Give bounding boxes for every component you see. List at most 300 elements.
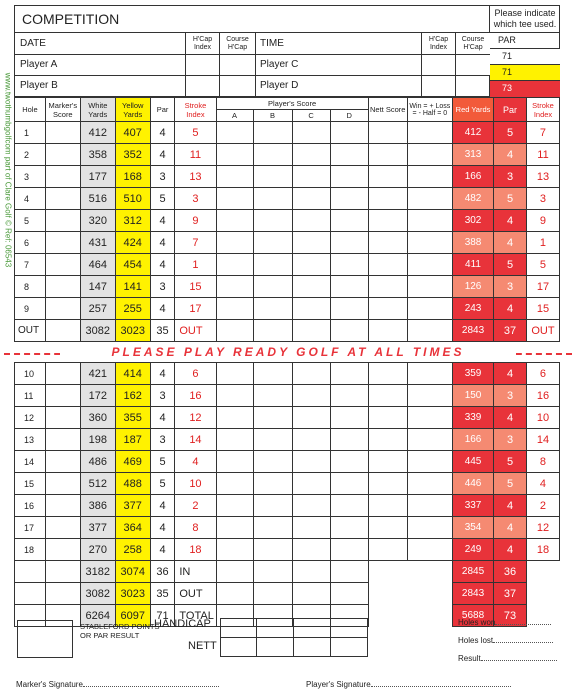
total-label: TOTAL [175, 605, 216, 627]
nett-score-cell[interactable] [368, 144, 407, 166]
player-c-score-cell[interactable] [292, 429, 330, 451]
nett-score-cell[interactable] [368, 363, 407, 385]
hole-par: 4 [150, 232, 175, 254]
player-a-score-cell[interactable] [216, 188, 253, 210]
nett-score-cell[interactable] [368, 210, 407, 232]
red-stroke-index: 1 [526, 232, 559, 254]
player-d-course[interactable] [456, 76, 490, 97]
nett-score-cell[interactable] [368, 276, 407, 298]
player-b-score-cell[interactable] [253, 188, 292, 210]
out-nett[interactable] [368, 320, 407, 342]
footer-totals-grid [220, 618, 456, 656]
player-d-score-cell[interactable] [330, 517, 368, 539]
white-yards: 360 [80, 407, 115, 429]
hole-par: 5 [150, 451, 175, 473]
player-c-label: Player C [260, 59, 299, 70]
course-hcap-c [456, 33, 490, 55]
hole-par: 4 [150, 407, 175, 429]
totals-blank [15, 561, 46, 583]
player-signature-line [371, 686, 511, 687]
player-a-score-cell[interactable] [216, 385, 253, 407]
player-c-field[interactable] [256, 55, 422, 76]
player-b-score-cell[interactable] [253, 451, 292, 473]
player-a-field[interactable] [14, 55, 186, 76]
player-a-score-cell[interactable] [216, 298, 253, 320]
player-d-score-cell[interactable] [330, 232, 368, 254]
winloss-cell[interactable] [407, 451, 452, 473]
player-b-score-cell[interactable] [253, 122, 292, 144]
white-yards: 412 [80, 122, 115, 144]
total-label: IN [175, 561, 216, 583]
winloss-cell[interactable] [407, 385, 452, 407]
total-b-cell[interactable] [253, 561, 292, 583]
stroke-index: 1 [175, 254, 216, 276]
winloss-cell[interactable] [407, 210, 452, 232]
player-c-score-cell[interactable] [292, 210, 330, 232]
marker-score-cell[interactable] [45, 188, 80, 210]
out-winloss[interactable] [407, 320, 452, 342]
red-tee-par: 73 [502, 83, 513, 93]
player-a-score-cell[interactable] [216, 407, 253, 429]
nett-score-cell[interactable] [368, 495, 407, 517]
player-c-score-cell[interactable] [292, 517, 330, 539]
total-a-cell[interactable] [216, 583, 253, 605]
marker-score-cell[interactable] [45, 144, 80, 166]
player-a-score-cell[interactable] [216, 517, 253, 539]
winloss-cell[interactable] [407, 166, 452, 188]
winloss-cell[interactable] [407, 122, 452, 144]
player-d-score-cell[interactable] [330, 451, 368, 473]
red-par: 4 [494, 539, 527, 561]
red-par: 5 [494, 122, 527, 144]
player-b-score-cell[interactable] [253, 517, 292, 539]
total-a-cell[interactable] [216, 561, 253, 583]
totals-spacer [368, 561, 452, 583]
yellow-yards: 488 [115, 473, 150, 495]
holes-lost-line [493, 642, 553, 643]
hole-number: 1 [15, 122, 46, 144]
player-b-label: Player B [20, 80, 58, 91]
player-b-score-cell[interactable] [253, 144, 292, 166]
white-yards: 257 [80, 298, 115, 320]
nett-score-cell[interactable] [368, 166, 407, 188]
red-yards: 126 [452, 276, 493, 298]
total-b-cell[interactable] [253, 583, 292, 605]
player-a-score-cell[interactable] [216, 210, 253, 232]
hole-par: 3 [150, 385, 175, 407]
player-signature-label: Player's Signature [306, 680, 371, 689]
hcap-index-label: H'Cap Index [428, 36, 449, 51]
player-b-score-cell[interactable] [253, 473, 292, 495]
player-c-score-cell[interactable] [292, 451, 330, 473]
par-tee-selector [490, 33, 560, 97]
out-c[interactable] [292, 320, 330, 342]
red-stroke-index: 12 [526, 517, 559, 539]
nett-score-cell[interactable] [368, 298, 407, 320]
hole-par: 4 [150, 298, 175, 320]
marker-score-cell[interactable] [45, 473, 80, 495]
marker-score-cell[interactable] [45, 363, 80, 385]
player-a-hcap[interactable] [186, 55, 220, 76]
hole-par: 4 [150, 210, 175, 232]
col-a: A [216, 110, 253, 122]
out-b[interactable] [253, 320, 292, 342]
red-stroke-index: 8 [526, 451, 559, 473]
player-c-score-cell[interactable] [292, 385, 330, 407]
player-c-score-cell[interactable] [292, 473, 330, 495]
marker-score-cell[interactable] [45, 254, 80, 276]
col-nett: Nett Score [368, 98, 407, 122]
player-d-score-cell[interactable] [330, 166, 368, 188]
nett-score-cell[interactable] [368, 517, 407, 539]
hole-number: 14 [15, 451, 46, 473]
player-a-course[interactable] [220, 55, 256, 76]
player-b-score-cell[interactable] [253, 232, 292, 254]
player-b-score-cell[interactable] [253, 363, 292, 385]
player-d-score-cell[interactable] [330, 363, 368, 385]
hole-row [15, 166, 560, 188]
marker-score-cell[interactable] [45, 210, 80, 232]
red-par: 4 [494, 298, 527, 320]
player-b-score-cell[interactable] [253, 429, 292, 451]
nett-c[interactable] [293, 637, 331, 657]
result-field[interactable] [458, 654, 562, 663]
hole-number: 3 [15, 166, 46, 188]
result-label: Result [458, 654, 481, 663]
nett-score-cell[interactable] [368, 451, 407, 473]
nett-score-cell[interactable] [368, 539, 407, 561]
stroke-index: 9 [175, 210, 216, 232]
player-b-field[interactable] [14, 76, 186, 97]
red-yards: 249 [452, 539, 493, 561]
out-red: 2843 [452, 320, 493, 342]
marker-score-cell[interactable] [45, 122, 80, 144]
hole-par: 4 [150, 144, 175, 166]
copyright-credit [2, 10, 14, 330]
player-b-score-cell[interactable] [253, 276, 292, 298]
red-yards: 359 [452, 363, 493, 385]
totals-end [526, 561, 559, 583]
marker-score-cell[interactable] [45, 232, 80, 254]
col-stroke: Stroke Index [175, 98, 216, 122]
white-yards: 516 [80, 188, 115, 210]
red-yards: 166 [452, 429, 493, 451]
handicap-b[interactable] [256, 618, 294, 638]
player-b-score-cell[interactable] [253, 298, 292, 320]
winloss-cell[interactable] [407, 363, 452, 385]
red-stroke-index: 9 [526, 210, 559, 232]
white-yards: 486 [80, 451, 115, 473]
col-d: D [330, 110, 368, 122]
stroke-index: 12 [175, 407, 216, 429]
red-par: 4 [494, 495, 527, 517]
winloss-cell[interactable] [407, 276, 452, 298]
red-stroke-index: 14 [526, 429, 559, 451]
marker-score-cell[interactable] [45, 276, 80, 298]
white-yards: 421 [80, 363, 115, 385]
player-d-hcap[interactable] [422, 76, 456, 97]
total-par: 71 [150, 605, 175, 627]
hole-number: 13 [15, 429, 46, 451]
player-d-score-cell[interactable] [330, 122, 368, 144]
marker-score-cell[interactable] [45, 407, 80, 429]
red-yards: 243 [452, 298, 493, 320]
hcap-index-a [186, 33, 220, 55]
hole-row [15, 144, 560, 166]
stroke-index: 11 [175, 144, 216, 166]
player-a-score-cell[interactable] [216, 276, 253, 298]
total-d-cell[interactable] [330, 561, 368, 583]
winloss-cell[interactable] [407, 429, 452, 451]
handicap-a[interactable] [220, 618, 257, 638]
player-c-score-cell[interactable] [292, 298, 330, 320]
white-tee-par: 71 [502, 51, 513, 61]
player-c-score-cell[interactable] [292, 254, 330, 276]
player-signature-field[interactable] [306, 680, 511, 689]
player-d-score-cell[interactable] [330, 188, 368, 210]
nett-b[interactable] [256, 637, 294, 657]
player-b-score-cell[interactable] [253, 210, 292, 232]
total-par: 35 [150, 583, 175, 605]
white-yards: 464 [80, 254, 115, 276]
col-par: Par [150, 98, 175, 122]
player-d-score-cell[interactable] [330, 254, 368, 276]
yellow-yards: 258 [115, 539, 150, 561]
nett-score-cell[interactable] [368, 473, 407, 495]
player-a-score-cell[interactable] [216, 473, 253, 495]
totals-spacer [368, 583, 452, 605]
hole-par: 4 [150, 539, 175, 561]
player-b-score-cell[interactable] [253, 254, 292, 276]
red-par: 3 [494, 385, 527, 407]
player-c-course[interactable] [456, 55, 490, 76]
player-c-score-cell[interactable] [292, 122, 330, 144]
out-d[interactable] [330, 320, 368, 342]
red-par: 3 [494, 429, 527, 451]
front-nine-table [14, 97, 560, 342]
hole-number: 7 [15, 254, 46, 276]
player-d-score-cell[interactable] [330, 539, 368, 561]
white-tee-option[interactable] [490, 49, 560, 65]
total-red: 5688 [452, 605, 493, 627]
player-a-score-cell[interactable] [216, 495, 253, 517]
player-a-score-cell[interactable] [216, 254, 253, 276]
player-a-score-cell[interactable] [216, 363, 253, 385]
player-d-field[interactable] [256, 76, 422, 97]
player-a-score-cell[interactable] [216, 144, 253, 166]
col-c: C [292, 110, 330, 122]
player-c-score-cell[interactable] [292, 188, 330, 210]
player-a-score-cell[interactable] [216, 232, 253, 254]
player-b-hcap[interactable] [186, 76, 220, 97]
totals-row [15, 583, 560, 605]
winloss-cell[interactable] [407, 517, 452, 539]
player-c-score-cell[interactable] [292, 276, 330, 298]
winloss-cell[interactable] [407, 188, 452, 210]
player-d-score-cell[interactable] [330, 210, 368, 232]
winloss-cell[interactable] [407, 539, 452, 561]
hole-number: 4 [15, 188, 46, 210]
hole-number: 2 [15, 144, 46, 166]
player-a-score-cell[interactable] [216, 122, 253, 144]
player-d-score-cell[interactable] [330, 407, 368, 429]
player-d-score-cell[interactable] [330, 385, 368, 407]
nett-d[interactable] [330, 637, 368, 657]
red-yards: 302 [452, 210, 493, 232]
red-yards: 354 [452, 517, 493, 539]
total-red: 2843 [452, 583, 493, 605]
marker-score-cell[interactable] [45, 166, 80, 188]
nett-score-cell[interactable] [368, 407, 407, 429]
hole-par: 3 [150, 276, 175, 298]
winloss-cell[interactable] [407, 407, 452, 429]
nett-score-cell[interactable] [368, 232, 407, 254]
player-c-hcap[interactable] [422, 55, 456, 76]
yellow-yards: 355 [115, 407, 150, 429]
stableford-box[interactable] [17, 620, 73, 658]
marker-score-cell[interactable] [45, 517, 80, 539]
player-c-score-cell[interactable] [292, 407, 330, 429]
hole-row [15, 298, 560, 320]
player-b-score-cell[interactable] [253, 495, 292, 517]
red-stroke-index: 13 [526, 166, 559, 188]
player-d-score-cell[interactable] [330, 473, 368, 495]
ready-golf-banner [0, 345, 576, 361]
col-players-score: Player's Score [216, 98, 368, 110]
player-a-score-cell[interactable] [216, 539, 253, 561]
out-yellow: 3023 [115, 320, 150, 342]
out-marker[interactable] [45, 320, 80, 342]
player-b-score-cell[interactable] [253, 385, 292, 407]
player-a-score-cell[interactable] [216, 429, 253, 451]
red-stroke-index: 2 [526, 495, 559, 517]
player-b-score-cell[interactable] [253, 539, 292, 561]
player-c-score-cell[interactable] [292, 144, 330, 166]
nett-score-cell[interactable] [368, 385, 407, 407]
winloss-cell[interactable] [407, 473, 452, 495]
stroke-index: 8 [175, 517, 216, 539]
hole-row [15, 188, 560, 210]
nett-score-cell[interactable] [368, 122, 407, 144]
yellow-tee-option[interactable] [490, 65, 560, 81]
player-d-score-cell[interactable] [330, 429, 368, 451]
stroke-index: 10 [175, 473, 216, 495]
hole-number: 18 [15, 539, 46, 561]
marker-score-cell[interactable] [45, 298, 80, 320]
player-a-score-cell[interactable] [216, 451, 253, 473]
player-b-course[interactable] [220, 76, 256, 97]
player-c-score-cell[interactable] [292, 363, 330, 385]
yellow-yards: 407 [115, 122, 150, 144]
player-b-score-cell[interactable] [253, 407, 292, 429]
par-label: PAR [498, 35, 516, 45]
hole-row [15, 210, 560, 232]
marker-signature-field[interactable] [16, 680, 219, 689]
hole-row [15, 517, 560, 539]
red-par: 3 [494, 276, 527, 298]
white-yards: 177 [80, 166, 115, 188]
col-red-par: Par [494, 98, 527, 122]
winloss-cell[interactable] [407, 254, 452, 276]
winloss-cell[interactable] [407, 298, 452, 320]
hole-row [15, 539, 560, 561]
player-c-score-cell[interactable] [292, 539, 330, 561]
marker-score-cell[interactable] [45, 539, 80, 561]
marker-score-cell[interactable] [45, 385, 80, 407]
stroke-index: 17 [175, 298, 216, 320]
player-d-score-cell[interactable] [330, 144, 368, 166]
player-a-score-cell[interactable] [216, 166, 253, 188]
col-red-stroke: Stroke Index [526, 98, 559, 122]
player-b-score-cell[interactable] [253, 166, 292, 188]
hole-number: 8 [15, 276, 46, 298]
tee-note [490, 5, 560, 33]
handicap-d[interactable] [330, 618, 368, 638]
yellow-yards: 424 [115, 232, 150, 254]
marker-score-cell[interactable] [45, 495, 80, 517]
total-d-cell[interactable] [330, 583, 368, 605]
result-line [481, 660, 557, 661]
handicap-c[interactable] [293, 618, 331, 638]
competition-field[interactable] [14, 5, 490, 33]
player-d-score-cell[interactable] [330, 495, 368, 517]
total-c-cell[interactable] [292, 561, 330, 583]
holes-won-field[interactable] [458, 618, 562, 627]
marker-score-cell[interactable] [45, 429, 80, 451]
white-yards: 386 [80, 495, 115, 517]
white-yards: 320 [80, 210, 115, 232]
time-label: TIME [260, 38, 284, 49]
winloss-cell[interactable] [407, 495, 452, 517]
yellow-yards: 168 [115, 166, 150, 188]
player-a-label: Player A [20, 59, 58, 70]
player-d-score-cell[interactable] [330, 276, 368, 298]
out-red-si: OUT [526, 320, 559, 342]
nett-score-cell[interactable] [368, 429, 407, 451]
nett-label: NETT [188, 640, 217, 652]
white-yards: 270 [80, 539, 115, 561]
out-a[interactable] [216, 320, 253, 342]
total-yellow: 3074 [115, 561, 150, 583]
player-c-score-cell[interactable] [292, 166, 330, 188]
red-yards: 482 [452, 188, 493, 210]
marker-score-cell[interactable] [45, 451, 80, 473]
col-yellow: Yellow Yards [115, 98, 150, 122]
red-stroke-index: 10 [526, 407, 559, 429]
total-c-cell[interactable] [292, 583, 330, 605]
yellow-yards: 255 [115, 298, 150, 320]
red-tee-option[interactable] [490, 81, 560, 97]
player-d-score-cell[interactable] [330, 298, 368, 320]
nett-score-cell[interactable] [368, 254, 407, 276]
nett-a[interactable] [220, 637, 257, 657]
tee-note-text: Please indicate which tee used. [493, 8, 557, 29]
hole-row [15, 122, 560, 144]
winloss-cell[interactable] [407, 144, 452, 166]
col-red: Red Yards [452, 98, 493, 122]
red-par: 4 [494, 210, 527, 232]
player-c-score-cell[interactable] [292, 495, 330, 517]
nett-score-cell[interactable] [368, 188, 407, 210]
red-yards: 411 [452, 254, 493, 276]
player-c-score-cell[interactable] [292, 232, 330, 254]
time-field[interactable] [256, 33, 422, 55]
handicap-label: HANDICAP [154, 618, 211, 630]
red-par: 4 [494, 407, 527, 429]
winloss-cell[interactable] [407, 232, 452, 254]
date-field[interactable] [14, 33, 186, 55]
holes-lost-field[interactable] [458, 636, 562, 645]
